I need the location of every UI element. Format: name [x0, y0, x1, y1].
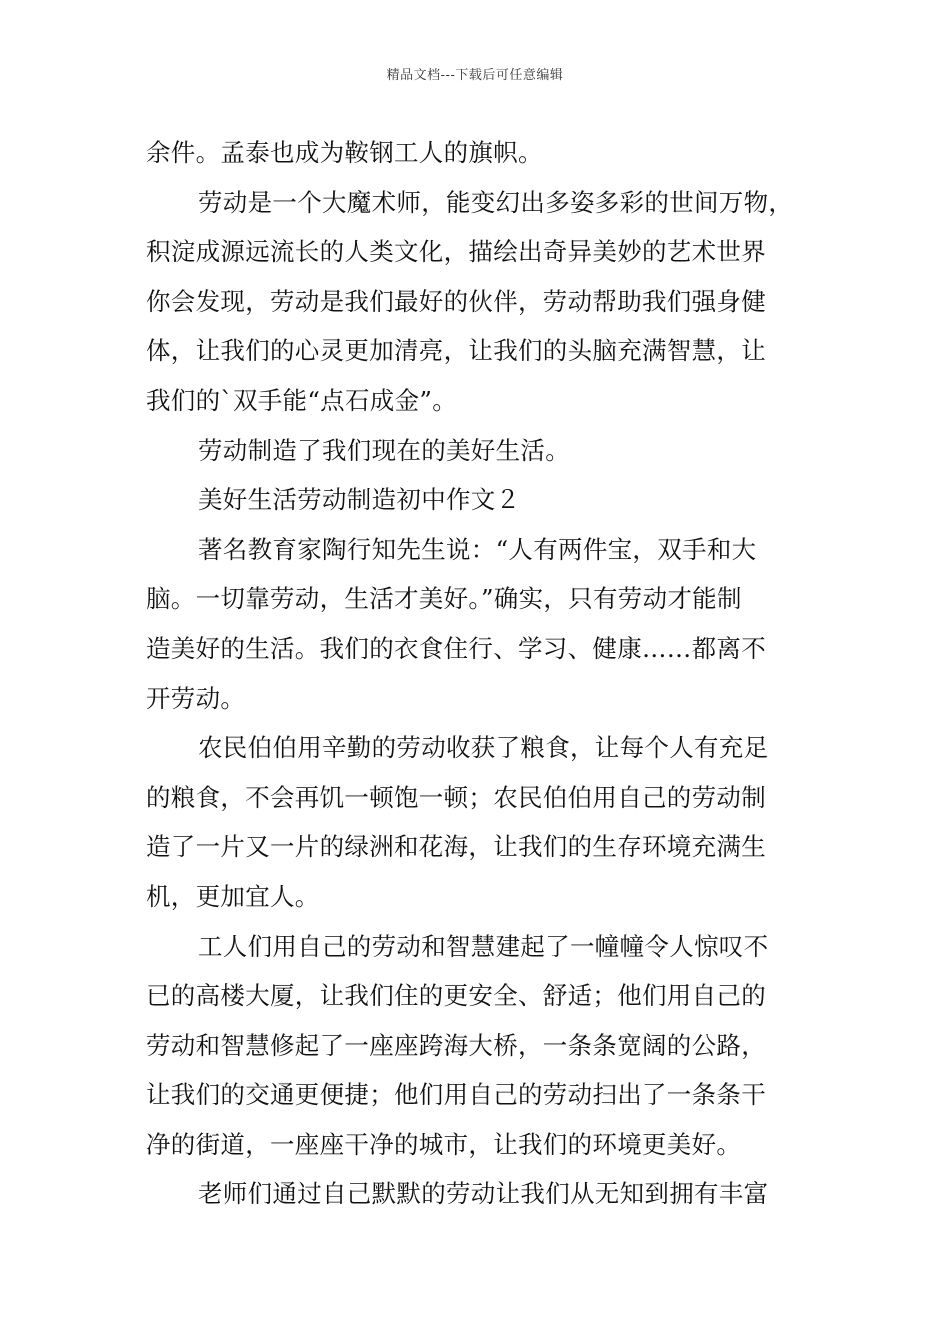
text-line: 造美好的生活。我们的衣食住行、学习、健康……都离不 — [146, 633, 766, 663]
text-line: 你会发现，劳动是我们最好的伙伴，劳动帮助我们强身健 — [146, 286, 766, 316]
text-line: 积淀成源远流长的人类文化，描绘出奇异美妙的艺术世界 — [146, 237, 766, 267]
text-line: 我们的`双手能“点石成金”。 — [146, 385, 457, 415]
page-header: 精品文档---下载后可任意编辑 — [386, 68, 564, 83]
text-line: 体，让我们的心灵更加清亮，让我们的头脑充满智慧，让 — [146, 336, 766, 366]
section-title: 美好生活劳动制造初中作文２ — [198, 485, 521, 515]
text-line: 已的高楼大厦，让我们住的更安全、舒适；他们用自己的 — [146, 981, 766, 1011]
text-line: 开劳动。 — [146, 683, 246, 713]
text-line: 脑。一切靠劳动，生活才美好。”确实，只有劳动才能制 — [146, 584, 742, 614]
text-line: 的粮食，不会再饥一顿饱一顿；农民伯伯用自己的劳动制 — [146, 782, 766, 812]
text-line: 农民伯伯用辛勤的劳动收获了粮食，让每个人有充足 — [198, 733, 769, 763]
text-line: 劳动制造了我们现在的美好生活。 — [198, 435, 570, 465]
text-line: 机，更加宜人。 — [146, 881, 320, 911]
text-line: 造了一片又一片的绿洲和花海，让我们的生存环境充满生 — [146, 832, 766, 862]
text-line: 劳动和智慧修起了一座座跨海大桥，一条条宽阔的公路， — [146, 1030, 766, 1060]
text-line: 著名教育家陶行知先生说：“人有两件宝，双手和大 — [198, 534, 757, 564]
text-line: 劳动是一个大魔术师，能变幻出多姿多彩的世间万物， — [198, 187, 794, 217]
text-line: 老师们通过自己默默的劳动让我们从无知到拥有丰富 — [198, 1179, 769, 1209]
text-line: 让我们的交通更便捷；他们用自己的劳动扫出了一条条干 — [146, 1080, 766, 1110]
text-line: 净的街道，一座座干净的城市，让我们的环境更美好。 — [146, 1129, 742, 1159]
text-line: 余件。孟泰也成为鞍钢工人的旗帜。 — [146, 138, 543, 167]
text-line: 工人们用自己的劳动和智慧建起了一幢幢令人惊叹不 — [198, 931, 769, 961]
document-body — [146, 128, 816, 1219]
